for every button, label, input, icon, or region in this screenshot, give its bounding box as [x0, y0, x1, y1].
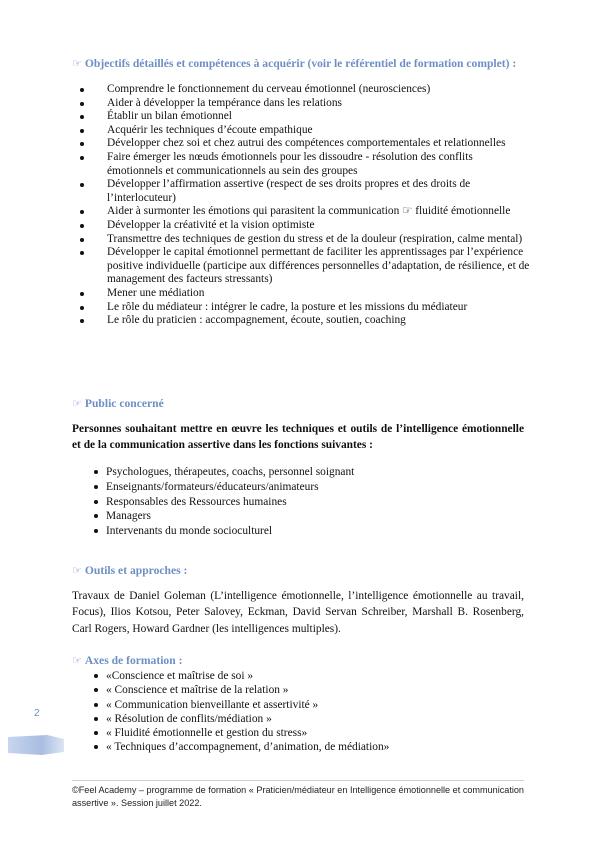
list-item: Développer chez soi et chez autrui des compétences comportementales et relationnelles	[80, 137, 530, 151]
bullet-icon	[80, 115, 84, 119]
bullet-icon	[94, 745, 98, 749]
list-item: Faire émerger les nœuds émotionnels pour les dissoudre - résolution des conflits émotionnels et communicationnels au sein des groupes	[80, 151, 530, 178]
list-item: « Techniques d’accompagnement, d’animation, de médiation»	[94, 740, 514, 754]
bullet-icon	[80, 306, 84, 310]
bullet-icon	[80, 251, 84, 255]
bullet-icon	[94, 731, 98, 735]
bullet-icon	[94, 514, 98, 518]
list-item: Mener une médiation	[80, 287, 530, 301]
public-intro: Personnes souhaitant mettre en œuvre les techniques et outils de l’intelligence émotionnelle et de la communication assertive dans les fonctions suivantes :	[72, 423, 524, 452]
tools-title: Outils et approches :	[84, 564, 188, 577]
tools-heading	[72, 564, 187, 577]
objectives-title: Objectifs détaillés et compétences à acquérir (voir le référentiel de formation complet) :	[84, 57, 517, 70]
objectives-heading	[72, 57, 516, 70]
axes-list	[94, 669, 514, 755]
bullet-icon	[94, 485, 98, 489]
pointing-hand-icon: ☞	[72, 654, 82, 667]
list-item: Développer l’affirmation assertive (respect de ses droits propres et des droits de l’interlocuteur)	[80, 178, 530, 205]
list-item: Développer le capital émotionnel permettant de faciliter les apprentissages par l’expérience positive individuelle (participe aux différences personnelles d’adaptation, de résilience, et de management des facteurs stressants)	[80, 246, 530, 287]
bullet-icon	[80, 319, 84, 323]
list-item: «Conscience et maîtrise de soi »	[94, 669, 514, 683]
axes-title: Axes de formation :	[84, 654, 183, 667]
bullet-icon	[80, 156, 84, 160]
bullet-icon	[80, 292, 84, 296]
list-item: Le rôle du médiateur : intégrer le cadre, la posture et les missions du médiateur	[80, 301, 530, 315]
bullet-icon	[80, 88, 84, 92]
bullet-icon	[80, 224, 84, 228]
list-item: Aider à surmonter les émotions qui parasitent la communication ☞ fluidité émotionnelle	[80, 205, 530, 219]
bullet-icon	[94, 470, 98, 474]
bullet-icon	[80, 183, 84, 187]
bullet-icon	[80, 238, 84, 242]
bullet-icon	[94, 703, 98, 707]
list-item: « Conscience et maîtrise de la relation »	[94, 683, 514, 697]
list-item: Établir un bilan émotionnel	[80, 110, 530, 124]
list-item: « Résolution de conflits/médiation »	[94, 712, 514, 726]
page-number: 2	[34, 708, 40, 719]
list-item: Transmettre des techniques de gestion du stress et de la douleur (respiration, calme mental)	[80, 233, 530, 247]
list-item: Comprendre le fonctionnement du cerveau émotionnel (neurosciences)	[80, 83, 530, 97]
public-heading	[72, 397, 164, 410]
list-item: « Communication bienveillante et assertivité »	[94, 698, 514, 712]
pointing-hand-icon: ☞	[72, 397, 82, 410]
list-item: Développer la créativité et la vision optimiste	[80, 219, 530, 233]
page-decoration	[8, 735, 64, 755]
public-list	[94, 465, 514, 539]
footer-text: ©Feel Academy – programme de formation « Praticien/médiateur en Intelligence émotionnelle et communication assertive ». Session juillet 2022.	[72, 785, 524, 808]
list-item: Le rôle du praticien : accompagnement, écoute, soutien, coaching	[80, 314, 530, 328]
pointing-hand-icon: ☞	[72, 564, 82, 577]
bullet-icon	[80, 129, 84, 133]
list-item: Aider à développer la tempérance dans les relations	[80, 97, 530, 111]
bullet-icon	[94, 674, 98, 678]
bullet-icon	[80, 142, 84, 146]
footer-divider	[72, 780, 524, 781]
list-item: Managers	[94, 509, 514, 524]
bullet-icon	[80, 102, 84, 106]
public-title: Public concerné	[84, 397, 164, 410]
pointing-hand-icon: ☞	[72, 57, 82, 70]
bullet-icon	[94, 688, 98, 692]
bullet-icon	[80, 210, 84, 214]
objectives-list	[80, 83, 530, 328]
bullet-icon	[94, 500, 98, 504]
bullet-icon	[94, 717, 98, 721]
list-item: Enseignants/formateurs/éducateurs/animateurs	[94, 480, 514, 495]
list-item: Acquérir les techniques d’écoute empathique	[80, 124, 530, 138]
axes-heading	[72, 654, 182, 667]
tools-text: Travaux de Daniel Goleman (L’intelligence émotionnelle, l’intelligence émotionnelle au travail, Focus), Ilios Kotsou, Peter Salovey, Eckman, David Servan Schreiber, Marshall B. Rosenberg, Carl Rogers, Howard Gardner (les intelligences multiples).	[72, 590, 524, 635]
list-item: Psychologues, thérapeutes, coachs, personnel soignant	[94, 465, 514, 480]
list-item: « Fluidité émotionnelle et gestion du stress»	[94, 726, 514, 740]
bullet-icon	[94, 529, 98, 533]
list-item: Intervenants du monde socioculturel	[94, 524, 514, 539]
list-item: Responsables des Ressources humaines	[94, 495, 514, 510]
